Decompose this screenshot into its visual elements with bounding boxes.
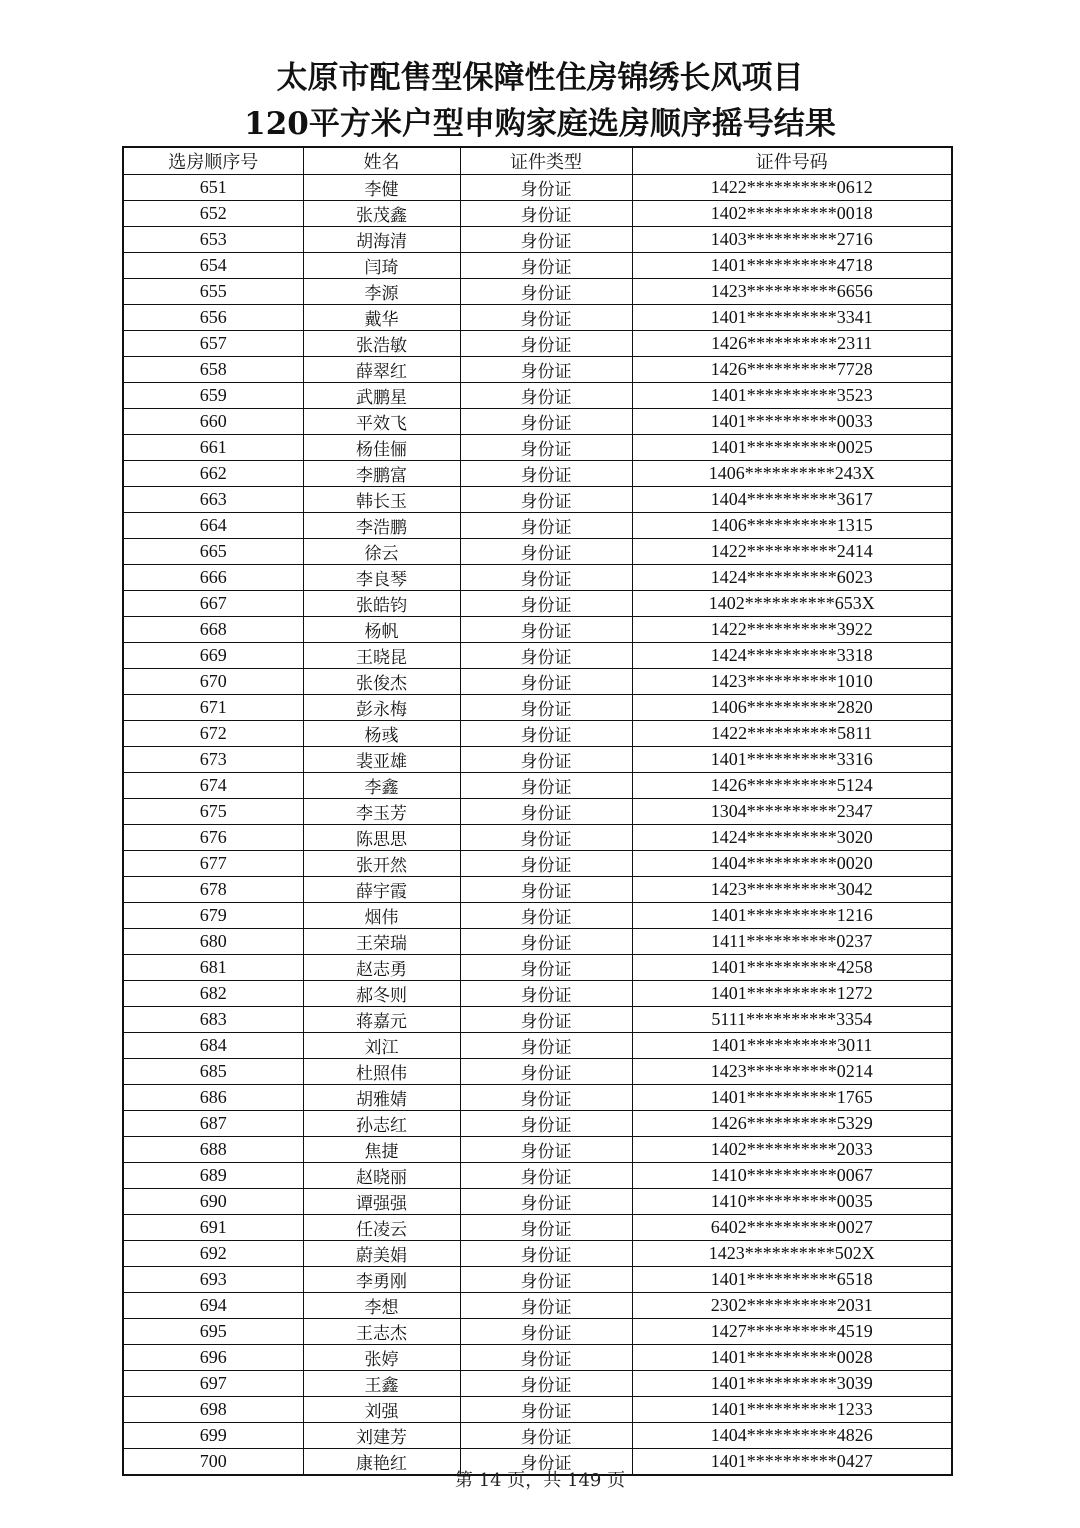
cell-selection-order: 695 [123, 1319, 303, 1345]
cell-id-type: 身份证 [460, 175, 632, 201]
cell-selection-order: 690 [123, 1189, 303, 1215]
cell-id-number: 1401**********1216 [632, 903, 952, 929]
table-row [123, 253, 952, 279]
cell-id-number: 1403**********2716 [632, 227, 952, 253]
cell-id-number: 2302**********2031 [632, 1293, 952, 1319]
table-row [123, 643, 952, 669]
cell-id-number: 1401**********0033 [632, 409, 952, 435]
table-row [123, 1345, 952, 1371]
cell-name: 张茂鑫 [303, 201, 460, 227]
cell-id-type: 身份证 [460, 201, 632, 227]
table-row [123, 1085, 952, 1111]
cell-name: 张浩敏 [303, 331, 460, 357]
cell-name: 李鑫 [303, 773, 460, 799]
table-row [123, 175, 952, 201]
cell-name: 陈思思 [303, 825, 460, 851]
cell-name: 韩长玉 [303, 487, 460, 513]
cell-id-number: 1404**********0020 [632, 851, 952, 877]
cell-id-number: 1401**********1233 [632, 1397, 952, 1423]
cell-id-number: 1406**********1315 [632, 513, 952, 539]
cell-id-number: 1423**********502X [632, 1241, 952, 1267]
cell-id-number: 1427**********4519 [632, 1319, 952, 1345]
cell-id-type: 身份证 [460, 1033, 632, 1059]
cell-id-type: 身份证 [460, 1319, 632, 1345]
cell-id-type: 身份证 [460, 669, 632, 695]
table-row [123, 409, 952, 435]
cell-name: 平效飞 [303, 409, 460, 435]
table-row [123, 461, 952, 487]
cell-selection-order: 689 [123, 1163, 303, 1189]
cell-id-type: 身份证 [460, 1449, 632, 1476]
cell-name: 杨佳俪 [303, 435, 460, 461]
table-row [123, 669, 952, 695]
cell-id-type: 身份证 [460, 877, 632, 903]
table-row [123, 1423, 952, 1449]
cell-selection-order: 660 [123, 409, 303, 435]
table-row [123, 539, 952, 565]
cell-name: 李良琴 [303, 565, 460, 591]
cell-selection-order: 698 [123, 1397, 303, 1423]
cell-id-number: 1422**********3922 [632, 617, 952, 643]
cell-selection-order: 652 [123, 201, 303, 227]
cell-id-number: 1401**********0028 [632, 1345, 952, 1371]
cell-selection-order: 696 [123, 1345, 303, 1371]
cell-id-type: 身份证 [460, 1137, 632, 1163]
table-row [123, 851, 952, 877]
cell-id-type: 身份证 [460, 1189, 632, 1215]
cell-id-type: 身份证 [460, 591, 632, 617]
cell-name: 刘建芳 [303, 1423, 460, 1449]
cell-name: 李源 [303, 279, 460, 305]
table-row [123, 1215, 952, 1241]
table-row [123, 1033, 952, 1059]
cell-selection-order: 692 [123, 1241, 303, 1267]
cell-name: 李勇刚 [303, 1267, 460, 1293]
table-row [123, 877, 952, 903]
cell-id-type: 身份证 [460, 1293, 632, 1319]
header-row [123, 147, 952, 175]
cell-id-number: 1401**********0025 [632, 435, 952, 461]
cell-id-number: 1401**********3011 [632, 1033, 952, 1059]
cell-id-number: 1401**********1765 [632, 1085, 952, 1111]
table-row [123, 331, 952, 357]
cell-id-number: 1402**********2033 [632, 1137, 952, 1163]
cell-id-type: 身份证 [460, 1371, 632, 1397]
cell-selection-order: 671 [123, 695, 303, 721]
cell-name: 王志杰 [303, 1319, 460, 1345]
cell-id-type: 身份证 [460, 1345, 632, 1371]
cell-id-type: 身份证 [460, 747, 632, 773]
cell-id-number: 1401**********6518 [632, 1267, 952, 1293]
cell-id-type: 身份证 [460, 513, 632, 539]
cell-name: 王鑫 [303, 1371, 460, 1397]
header-id-number: 证件号码 [632, 147, 952, 175]
cell-selection-order: 672 [123, 721, 303, 747]
cell-selection-order: 693 [123, 1267, 303, 1293]
cell-selection-order: 662 [123, 461, 303, 487]
cell-selection-order: 673 [123, 747, 303, 773]
table-row [123, 279, 952, 305]
table-row [123, 591, 952, 617]
cell-name: 康艳红 [303, 1449, 460, 1476]
table-row [123, 1137, 952, 1163]
cell-name: 胡雅婧 [303, 1085, 460, 1111]
cell-selection-order: 677 [123, 851, 303, 877]
cell-id-number: 6402**********0027 [632, 1215, 952, 1241]
cell-id-type: 身份证 [460, 1163, 632, 1189]
table-row [123, 513, 952, 539]
cell-id-number: 1304**********2347 [632, 799, 952, 825]
cell-selection-order: 684 [123, 1033, 303, 1059]
cell-selection-order: 668 [123, 617, 303, 643]
cell-id-type: 身份证 [460, 1423, 632, 1449]
cell-selection-order: 686 [123, 1085, 303, 1111]
cell-id-number: 1423**********3042 [632, 877, 952, 903]
cell-id-number: 1401**********3341 [632, 305, 952, 331]
cell-id-number: 1422**********0612 [632, 175, 952, 201]
cell-name: 郝冬则 [303, 981, 460, 1007]
cell-selection-order: 697 [123, 1371, 303, 1397]
cell-id-number: 1401**********0427 [632, 1449, 952, 1476]
cell-id-number: 5111**********3354 [632, 1007, 952, 1033]
table-row [123, 1319, 952, 1345]
cell-id-number: 1411**********0237 [632, 929, 952, 955]
cell-selection-order: 676 [123, 825, 303, 851]
cell-id-type: 身份证 [460, 981, 632, 1007]
table-row [123, 435, 952, 461]
cell-id-number: 1426**********5124 [632, 773, 952, 799]
cell-selection-order: 678 [123, 877, 303, 903]
table-row [123, 1267, 952, 1293]
cell-selection-order: 680 [123, 929, 303, 955]
cell-id-number: 1410**********0067 [632, 1163, 952, 1189]
cell-selection-order: 669 [123, 643, 303, 669]
cell-id-number: 1402**********0018 [632, 201, 952, 227]
table-row [123, 383, 952, 409]
cell-selection-order: 685 [123, 1059, 303, 1085]
cell-id-number: 1401**********1272 [632, 981, 952, 1007]
cell-name: 李健 [303, 175, 460, 201]
cell-name: 王荣瑞 [303, 929, 460, 955]
table-row [123, 799, 952, 825]
cell-name: 王晓昆 [303, 643, 460, 669]
cell-name: 刘强 [303, 1397, 460, 1423]
cell-selection-order: 657 [123, 331, 303, 357]
table-row [123, 1293, 952, 1319]
table-header [123, 147, 952, 175]
cell-selection-order: 683 [123, 1007, 303, 1033]
cell-id-number: 1401**********3523 [632, 383, 952, 409]
cell-id-type: 身份证 [460, 1267, 632, 1293]
document-title-line1: 太原市配售型保障性住房锦绣长风项目 [276, 60, 804, 96]
cell-name: 徐云 [303, 539, 460, 565]
cell-name: 薛翠红 [303, 357, 460, 383]
table-row [123, 955, 952, 981]
cell-id-number: 1423**********6656 [632, 279, 952, 305]
table-row [123, 1163, 952, 1189]
cell-name: 彭永梅 [303, 695, 460, 721]
table-body [123, 175, 952, 1476]
cell-id-type: 身份证 [460, 1085, 632, 1111]
cell-id-type: 身份证 [460, 799, 632, 825]
cell-id-type: 身份证 [460, 1007, 632, 1033]
cell-selection-order: 700 [123, 1449, 303, 1476]
cell-id-number: 1424**********3020 [632, 825, 952, 851]
cell-id-type: 身份证 [460, 773, 632, 799]
cell-selection-order: 681 [123, 955, 303, 981]
cell-name: 闫琦 [303, 253, 460, 279]
cell-id-type: 身份证 [460, 851, 632, 877]
cell-selection-order: 651 [123, 175, 303, 201]
cell-selection-order: 655 [123, 279, 303, 305]
cell-id-type: 身份证 [460, 643, 632, 669]
cell-id-type: 身份证 [460, 539, 632, 565]
cell-id-type: 身份证 [460, 435, 632, 461]
cell-id-type: 身份证 [460, 565, 632, 591]
cell-name: 武鹏星 [303, 383, 460, 409]
cell-selection-order: 699 [123, 1423, 303, 1449]
cell-id-type: 身份证 [460, 1059, 632, 1085]
cell-name: 薛宇霞 [303, 877, 460, 903]
cell-id-type: 身份证 [460, 825, 632, 851]
cell-selection-order: 659 [123, 383, 303, 409]
lottery-results-table [122, 146, 953, 1476]
cell-name: 蒋嘉元 [303, 1007, 460, 1033]
table-row [123, 357, 952, 383]
cell-selection-order: 665 [123, 539, 303, 565]
table-row [123, 1111, 952, 1137]
cell-id-type: 身份证 [460, 383, 632, 409]
cell-id-type: 身份证 [460, 617, 632, 643]
header-name: 姓名 [303, 147, 460, 175]
cell-selection-order: 694 [123, 1293, 303, 1319]
cell-id-number: 1424**********6023 [632, 565, 952, 591]
cell-name: 焦捷 [303, 1137, 460, 1163]
cell-id-number: 1401**********3316 [632, 747, 952, 773]
table-row [123, 1007, 952, 1033]
cell-name: 刘江 [303, 1033, 460, 1059]
cell-id-number: 1404**********3617 [632, 487, 952, 513]
cell-id-number: 1406**********2820 [632, 695, 952, 721]
cell-name: 裴亚雄 [303, 747, 460, 773]
table-row [123, 565, 952, 591]
cell-id-type: 身份证 [460, 1397, 632, 1423]
cell-name: 孙志红 [303, 1111, 460, 1137]
cell-id-number: 1424**********3318 [632, 643, 952, 669]
cell-id-number: 1426**********7728 [632, 357, 952, 383]
cell-id-type: 身份证 [460, 227, 632, 253]
cell-selection-order: 675 [123, 799, 303, 825]
cell-selection-order: 656 [123, 305, 303, 331]
cell-id-type: 身份证 [460, 487, 632, 513]
cell-name: 蔚美娟 [303, 1241, 460, 1267]
cell-id-type: 身份证 [460, 331, 632, 357]
cell-name: 张开然 [303, 851, 460, 877]
cell-name: 烟伟 [303, 903, 460, 929]
cell-id-type: 身份证 [460, 955, 632, 981]
cell-id-number: 1422**********2414 [632, 539, 952, 565]
cell-selection-order: 658 [123, 357, 303, 383]
cell-selection-order: 661 [123, 435, 303, 461]
table-row [123, 1397, 952, 1423]
cell-selection-order: 687 [123, 1111, 303, 1137]
cell-id-number: 1422**********5811 [632, 721, 952, 747]
cell-id-type: 身份证 [460, 409, 632, 435]
cell-name: 张俊杰 [303, 669, 460, 695]
table-row [123, 1059, 952, 1085]
cell-id-type: 身份证 [460, 1215, 632, 1241]
table-row [123, 903, 952, 929]
cell-name: 张婷 [303, 1345, 460, 1371]
cell-id-type: 身份证 [460, 695, 632, 721]
table-row [123, 981, 952, 1007]
cell-name: 李浩鹏 [303, 513, 460, 539]
cell-selection-order: 664 [123, 513, 303, 539]
cell-selection-order: 688 [123, 1137, 303, 1163]
cell-id-number: 1410**********0035 [632, 1189, 952, 1215]
cell-selection-order: 682 [123, 981, 303, 1007]
cell-name: 李玉芳 [303, 799, 460, 825]
table-row [123, 1189, 952, 1215]
cell-name: 胡海清 [303, 227, 460, 253]
table-row [123, 825, 952, 851]
table-row [123, 617, 952, 643]
cell-id-type: 身份证 [460, 461, 632, 487]
table-row [123, 721, 952, 747]
cell-id-number: 1426**********5329 [632, 1111, 952, 1137]
table-row [123, 773, 952, 799]
cell-selection-order: 663 [123, 487, 303, 513]
table-row [123, 487, 952, 513]
cell-name: 赵志勇 [303, 955, 460, 981]
cell-id-type: 身份证 [460, 253, 632, 279]
table-row [123, 929, 952, 955]
cell-id-number: 1401**********4718 [632, 253, 952, 279]
cell-name: 李想 [303, 1293, 460, 1319]
table-row [123, 201, 952, 227]
table-row [123, 1241, 952, 1267]
cell-selection-order: 670 [123, 669, 303, 695]
cell-id-type: 身份证 [460, 357, 632, 383]
cell-id-type: 身份证 [460, 903, 632, 929]
cell-name: 杨彧 [303, 721, 460, 747]
cell-id-type: 身份证 [460, 929, 632, 955]
cell-id-number: 1402**********653X [632, 591, 952, 617]
cell-selection-order: 691 [123, 1215, 303, 1241]
page-number: 第 14 页，共 149 页 [454, 1470, 626, 1491]
table-row [123, 695, 952, 721]
cell-id-type: 身份证 [460, 1111, 632, 1137]
cell-name: 杨帆 [303, 617, 460, 643]
cell-id-type: 身份证 [460, 721, 632, 747]
cell-id-number: 1401**********4258 [632, 955, 952, 981]
cell-id-number: 1423**********1010 [632, 669, 952, 695]
cell-id-number: 1401**********3039 [632, 1371, 952, 1397]
cell-name: 戴华 [303, 305, 460, 331]
cell-name: 杜照伟 [303, 1059, 460, 1085]
cell-selection-order: 674 [123, 773, 303, 799]
cell-id-type: 身份证 [460, 1241, 632, 1267]
header-id-type: 证件类型 [460, 147, 632, 175]
cell-name: 赵晓丽 [303, 1163, 460, 1189]
cell-id-number: 1404**********4826 [632, 1423, 952, 1449]
cell-name: 李鹏富 [303, 461, 460, 487]
cell-selection-order: 666 [123, 565, 303, 591]
cell-selection-order: 654 [123, 253, 303, 279]
cell-id-number: 1406**********243X [632, 461, 952, 487]
header-selection-order: 选房顺序号 [123, 147, 303, 175]
table-row [123, 227, 952, 253]
cell-id-type: 身份证 [460, 279, 632, 305]
table-row [123, 747, 952, 773]
cell-id-type: 身份证 [460, 305, 632, 331]
cell-selection-order: 679 [123, 903, 303, 929]
cell-selection-order: 653 [123, 227, 303, 253]
cell-name: 谭强强 [303, 1189, 460, 1215]
cell-selection-order: 667 [123, 591, 303, 617]
table-row [123, 1371, 952, 1397]
table-row [123, 305, 952, 331]
cell-id-number: 1426**********2311 [632, 331, 952, 357]
cell-name: 张皓钧 [303, 591, 460, 617]
cell-name: 任凌云 [303, 1215, 460, 1241]
document-title-line2: 120平方米户型申购家庭选房顺序摇号结果 [244, 106, 836, 142]
cell-id-number: 1423**********0214 [632, 1059, 952, 1085]
